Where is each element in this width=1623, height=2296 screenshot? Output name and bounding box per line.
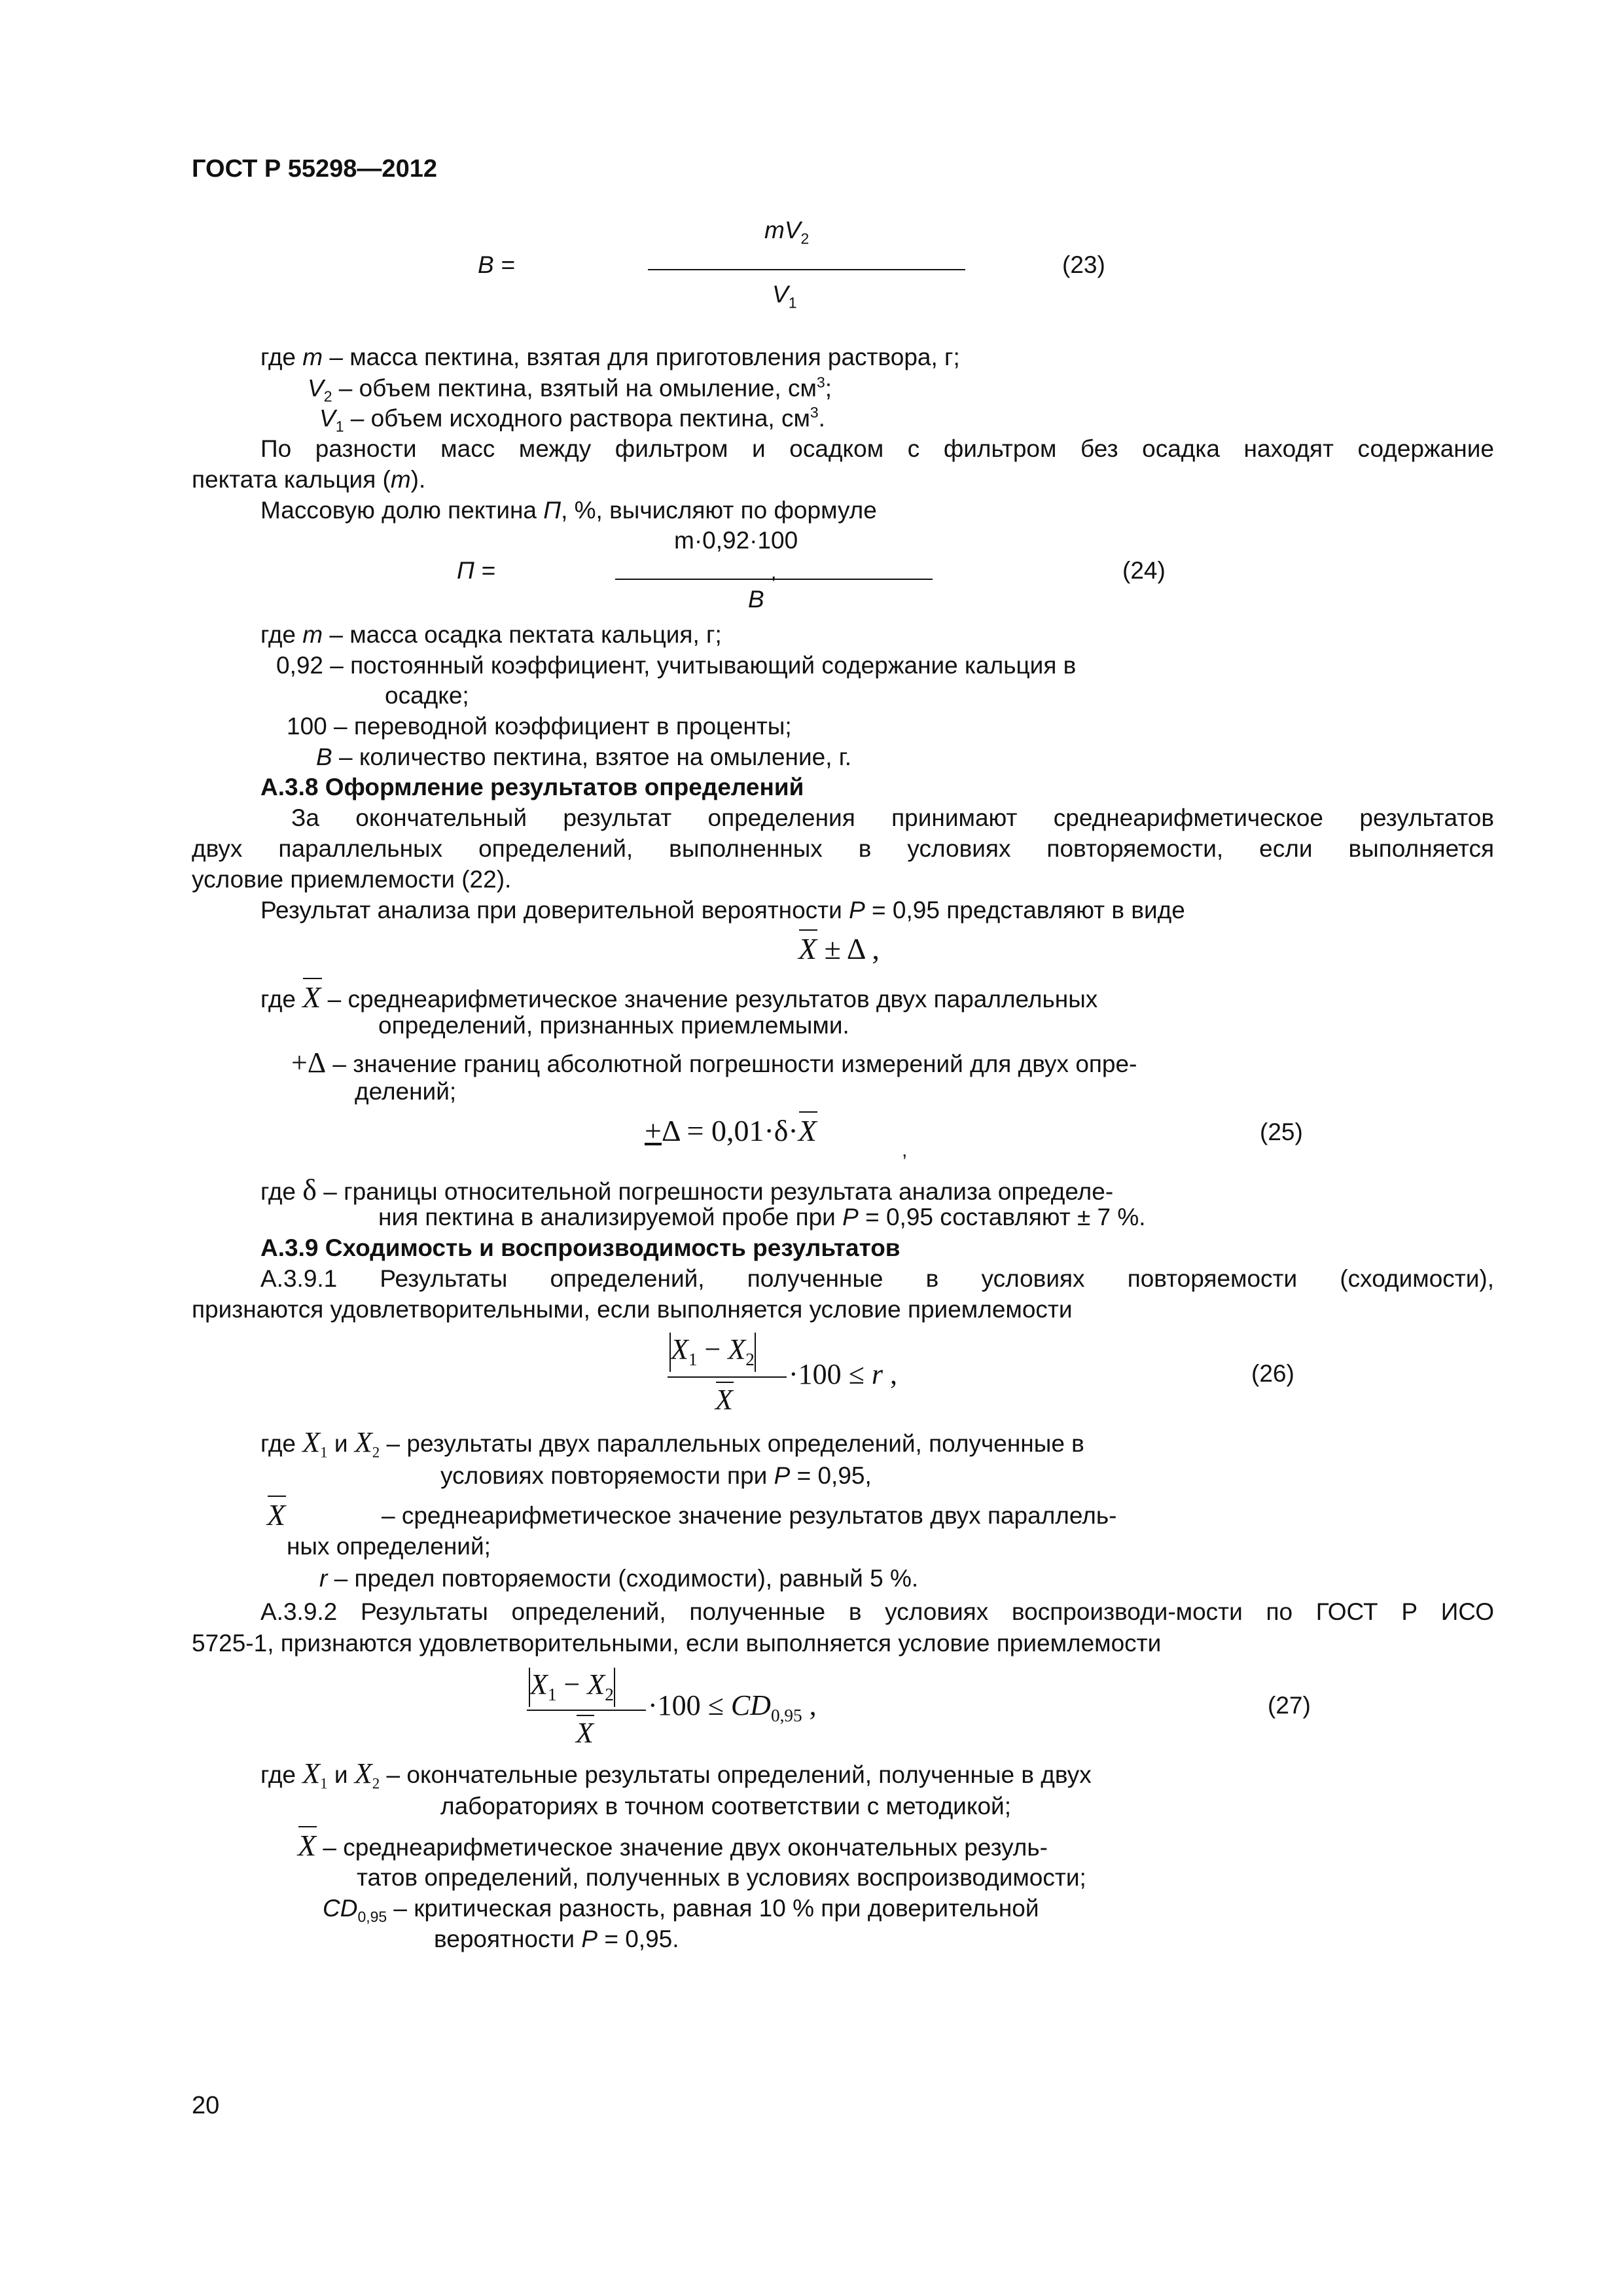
paragraph-line: А.3.9.1 Результаты определений, полученные в условиях повторяемости (сходимости), [260,1265,1494,1292]
definition-line: где δ – границы относительной погрешности результата анализа определе- [260,1173,1114,1206]
formula-number: (27) [1268,1692,1311,1719]
formula-26-numerator: $X_1 - X_2$ [669,1333,756,1372]
definition-line: ных определений; [287,1533,491,1560]
paragraph-line: По разности масс между фильтром и осадком с фильтром без осадка находят содержание [260,435,1494,462]
paragraph-line: двух параллельных определений, выполненных в условиях повторяемости, если выполняется [192,835,1494,862]
definition-line: осадке; [385,682,469,709]
formula-comma: , [902,1139,908,1161]
formula-24-lhs: П = [457,557,495,584]
definition-line: где m – масса осадка пектата кальция, г; [260,621,722,648]
page-number: 20 [192,2092,220,2119]
formula-26-denominator: X [715,1383,733,1418]
definition-line: B – количество пектина, взятое на омыление, г. [316,744,852,770]
definition-line: +Δ – значение границ абсолютной погрешности измерений для двух опре- [291,1047,1137,1079]
definition-line: X – среднеарифметическое значение двух окончательных резуль- [298,1827,1048,1863]
formula-27-rhs: $\cdot 100 \le CD_{0,95}$ , [648,1689,817,1725]
section-heading: А.3.9 Сходимость и воспроизводимость результатов [260,1234,901,1261]
definition-line: 0,92 – постоянный коэффициент, учитывающий содержание кальция в [276,652,1077,679]
fraction-bar [648,269,965,270]
fraction-bar [527,1710,646,1711]
definition-line: делений; [355,1078,457,1105]
paragraph-line: условие приемлемости (22). [192,866,512,893]
formula-number: (24) [1122,557,1166,584]
formula-25-expression: +Δ = 0,01·δ·X [645,1113,817,1149]
formula-23-denominator: $V_1$ [772,281,797,312]
formula-26-rhs: ·100 ≤ r , [789,1358,897,1390]
formula-23-lhs: B = [478,251,515,278]
formula-number: (26) [1251,1360,1294,1387]
definition-line: $V_1$ – объем исходного раствора пектина, $см^3$. [319,404,825,435]
fraction-bar [668,1376,787,1378]
document-header: ГОСТ Р 55298—2012 [192,155,437,183]
definition-line: где m – масса пектина, взятая для приготовления раствора, г; [260,344,960,370]
formula-number: (25) [1260,1119,1303,1145]
definition-line: ния пектина в анализируемой пробе при P = 0,95 составляют ± 7 %. [378,1204,1146,1230]
definition-line: 100 – переводной коэффициент в проценты; [287,713,792,740]
definition-line: $V_2$ – объем пектина, взятый на омыление, $см^3$; [308,374,832,405]
paragraph-line: пектата кальция (m). [192,466,426,493]
formula-27-numerator: $X_1 - X_2$ [529,1668,615,1707]
definition-line: где X – среднеарифметическое значение результатов двух параллельных [260,979,1097,1015]
section-heading: А.3.8 Оформление результатов определений [260,774,804,800]
formula-24-denominator: B [748,586,764,613]
formula-result-form: X ± Δ , [798,931,880,967]
definition-line: татов определений, полученных в условиях воспроизводимости; [357,1864,1086,1891]
definition-line: где $X_1$ и $X_2$ – окончательные результаты определений, полученные в двух [260,1757,1092,1792]
formula-24-numerator: m·0,92·100 [674,527,798,554]
definition-line: – среднеарифметическое значение результатов двух параллель- [382,1502,1117,1529]
paragraph-line: 5725-1, признаются удовлетворительными, если выполняется условие приемлемости [192,1630,1162,1657]
formula-23-numerator: $mV_2$ [764,217,810,247]
paragraph-line: А.3.9.2 Результаты определений, полученные в условиях воспроизводи-мости по ГОСТ Р ИСО [260,1598,1494,1625]
definition-line: лабораториях в точном соответствии с методикой; [440,1793,1011,1820]
formula-number: (23) [1062,251,1105,278]
paragraph-line: Массовую долю пектина П, %, вычисляют по формуле [260,497,877,524]
definition-line: r – предел повторяемости (сходимости), равный 5 %. [319,1565,919,1592]
formula-comma: , [771,562,777,583]
paragraph-line: признаются удовлетворительными, если выполняется условие приемлемости [192,1296,1073,1323]
definition-symbol: X [267,1497,285,1533]
paragraph-line: За окончательный результат определения принимают среднеарифметическое результатов [291,804,1494,831]
definition-line: где $X_1$ и $X_2$ – результаты двух параллельных определений, полученные в [260,1426,1084,1461]
definition-line: $CD_{0,95}$ – критическая разность, равная 10 % при доверительной [323,1895,1039,1926]
formula-27-denominator: X [576,1716,594,1751]
paragraph-line: Результат анализа при доверительной вероятности P = 0,95 представляют в виде [260,897,1185,924]
definition-line: определений, признанных приемлемыми. [378,1012,849,1039]
definition-line: вероятности P = 0,95. [434,1926,679,1952]
definition-line: условиях повторяемости при P = 0,95, [440,1462,872,1489]
